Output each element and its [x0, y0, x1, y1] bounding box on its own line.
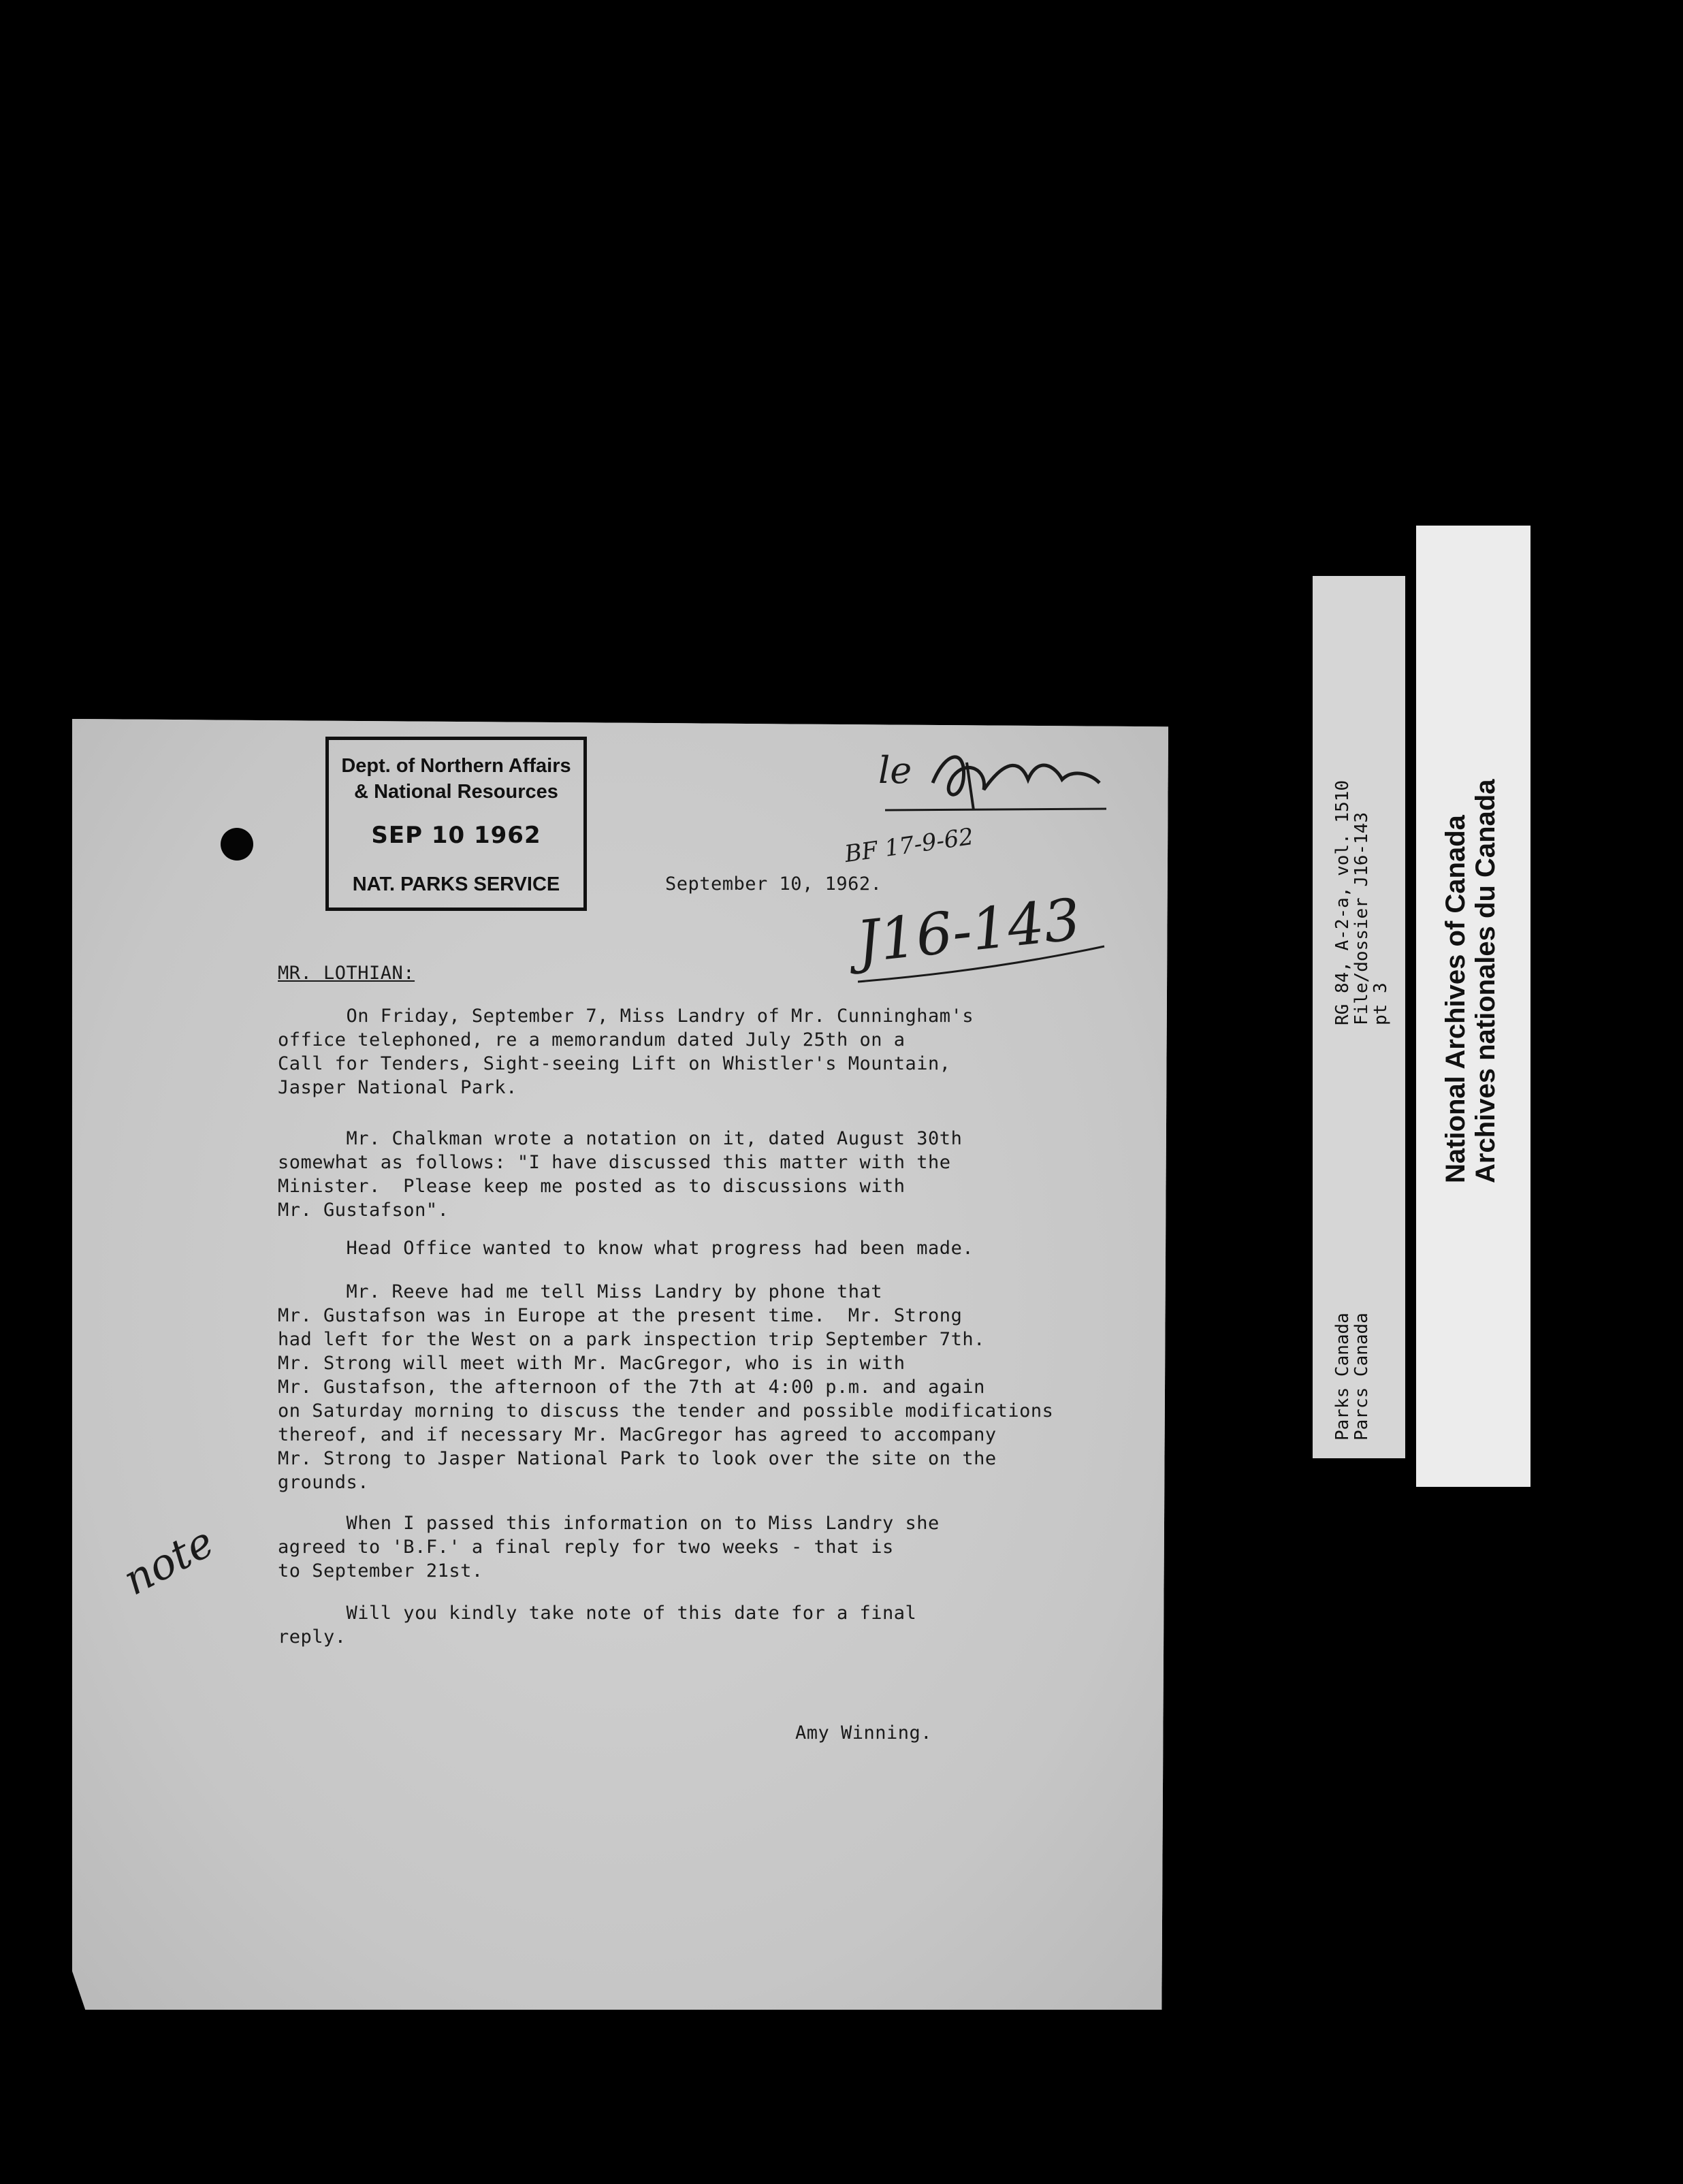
- memo-paragraph-6: Will you kindly take note of this date for a final reply.: [278, 1603, 917, 1648]
- handwritten-file-number: J16-143: [853, 886, 1084, 976]
- memo-date: September 10, 1962.: [665, 873, 882, 895]
- national-archives-en: National Archives of Canada: [1441, 815, 1471, 1183]
- archive-reference-label: [1313, 576, 1405, 1458]
- handwritten-bf-note: BF 17-9-62: [843, 822, 976, 869]
- punch-hole: [221, 828, 253, 861]
- archive-agency-en: Parks Canada: [1332, 1313, 1353, 1441]
- archive-reference-line2: File/dossier J16-143: [1351, 812, 1372, 1025]
- memo-salutation: MR. LOTHIAN:: [278, 963, 415, 984]
- memo-paragraph-5: When I passed this information on to Miss Landry she agreed to 'B.F.' a final reply for two weeks - that is to September 21st.: [278, 1513, 940, 1581]
- archive-agency-fr: Parcs Canada: [1351, 1313, 1372, 1441]
- stamp-service: NAT. PARKS SERVICE: [352, 873, 560, 895]
- received-stamp: [325, 737, 587, 911]
- national-archives-fr: Archives nationales du Canada: [1471, 779, 1501, 1183]
- handwritten-initials: le: [878, 749, 912, 792]
- handwritten-underline: [885, 803, 1110, 817]
- archive-reference-line1: RG 84, A-2-a, vol. 1510: [1332, 780, 1353, 1025]
- memo-paragraph-2: Mr. Chalkman wrote a notation on it, dated August 30th somewhat as follows: "I have discussed this matter with the Minister. Please keep me posted as to discussions with Mr. Gustafson".: [278, 1128, 963, 1221]
- stamp-date: SEP 10 1962: [371, 822, 541, 849]
- memo-paragraph-3: Head Office wanted to know what progress had been made.: [278, 1238, 974, 1259]
- national-archives-label: [1416, 526, 1530, 1487]
- stamp-department: Dept. of Northern Affairs: [341, 755, 571, 777]
- handwritten-margin-note: note: [114, 1516, 222, 1605]
- memo-signature: Amy Winning.: [795, 1722, 933, 1744]
- handwritten-file-underline: [858, 940, 1110, 987]
- memo-paragraph-1: On Friday, September 7, Miss Landry of Mr. Cunningham's office telephoned, re a memorandum dated July 25th on a Call for Tenders, Sight-seeing Lift on Whistler's Mountain, Jasper National Park.: [278, 1006, 974, 1098]
- archive-reference-line3: pt 3: [1371, 982, 1391, 1025]
- stamp-resources: & National Resources: [354, 781, 558, 803]
- memo-paragraph-4: Mr. Reeve had me tell Miss Landry by phone that Mr. Gustafson was in Europe at the present time. Mr. Strong had left for the West on a park inspection trip September 7th. Mr. Strong will meet with Mr. MacGregor, who is in with Mr. Gustafson, the afternoon of the 7th at 4:00 p.m. and again on Saturday morning to discuss the tender and possible modifications thereof, and if necessary Mr. MacGregor has agreed to accompany Mr. Strong to Jasper National Park to look over the site on the grounds.: [278, 1281, 1054, 1493]
